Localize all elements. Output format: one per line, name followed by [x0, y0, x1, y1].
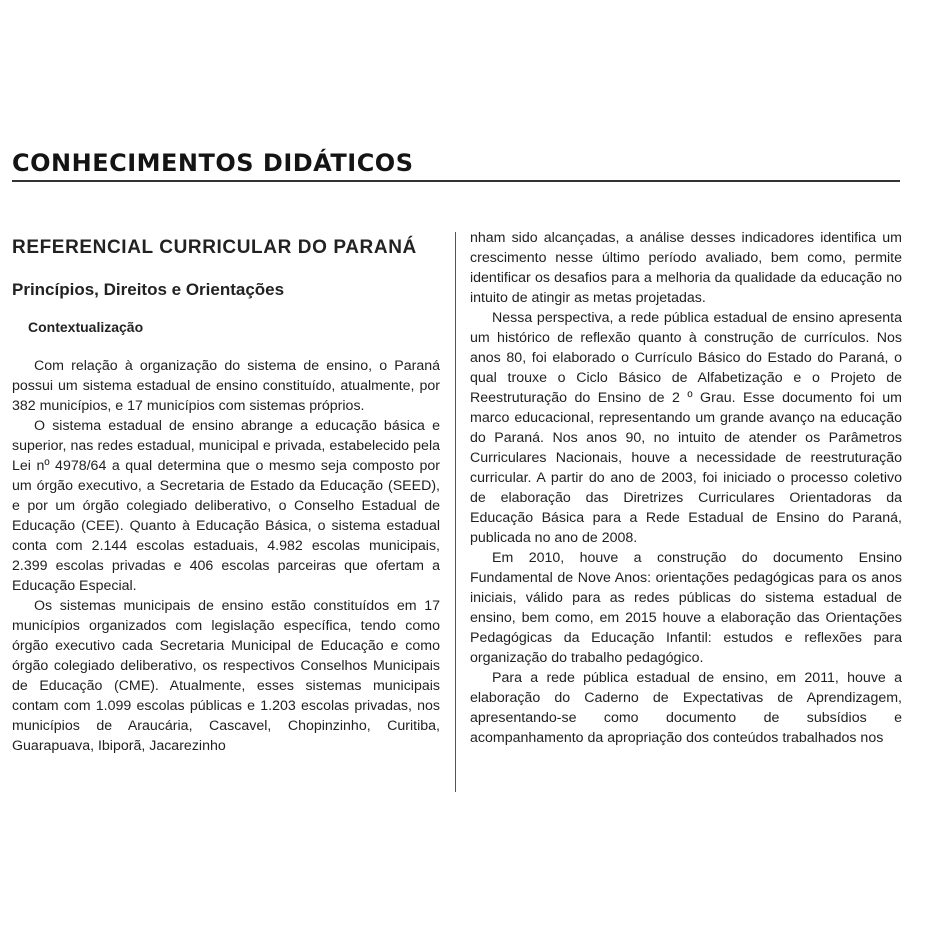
- section-subheading: Contextualização: [28, 319, 144, 335]
- paragraph: Para a rede pública estadual de ensino, em 2011, houve a elaboração do Caderno de Expectativas de Aprendizagem, apresentando-se como documento de subsídios e acompanhamento da apropriação dos conteúdos trabalhados nos: [470, 670, 902, 746]
- paragraph: Nessa perspectiva, a rede pública estadual de ensino apresenta um histórico de reflexão quanto à construção de currículos. Nos anos 80, foi elaborado o Currículo Básico do Estado do Paraná, o qual trouxe o Ciclo Básico de Alfabetização e o Projeto de Reestruturação do Ensino de 2 º Grau. Esse documento foi um marco educacional, representando um grande avanço na educação do Paraná. Nos anos 90, no intuito de atender os Parâmetros Curriculares Nacionais, houve a necessidade de reestruturação curricular. A partir do ano de 2003, foi iniciado o processo coletivo de elaboração das Diretrizes Curriculares Orientadoras da Educação Básica para a Rede Estadual de Ensino do Paraná, publicada no ano de 2008.: [470, 310, 902, 546]
- paragraph: Em 2010, houve a construção do documento Ensino Fundamental de Nove Anos: orientações pedagógicas para os anos iniciais, válido para as redes públicas do sistema estadual de ensino, bem como, em 2015 houve a elaboração das Orientações Pedagógicas da Educação Infantil: estudos e reflexões para organização do trabalho pedagógico.: [470, 550, 902, 666]
- subheading: Princípios, Direitos e Orientações: [12, 280, 285, 299]
- header-rule: [12, 180, 900, 182]
- document-heading: REFERENCIAL CURRICULAR DO PARANÁ: [12, 237, 417, 258]
- right-column: [470, 228, 902, 784]
- paragraph-continued: nham sido alcançadas, a análise desses indicadores identifica um crescimento nesse último período avaliado, bem como, permite identificar os desafios para a melhoria da qualidade da educação no intuito de atingir as metas projetadas.: [470, 230, 902, 306]
- section-header: [12, 148, 900, 178]
- paragraph: Com relação à organização do sistema de ensino, o Paraná possui um sistema estadual de ensino constituído, atualmente, por 382 municípios, e 17 municípios com sistemas próprios.: [12, 358, 440, 414]
- paragraph: O sistema estadual de ensino abrange a educação básica e superior, nas redes estadual, municipal e privada, estabelecido pela Lei nº 4978/64 a qual determina que o mesmo seja composto por um órgão executivo, a Secretaria de Estado da Educação (SEED), e por um órgão colegiado deliberativo, o Conselho Estadual de Educação (CEE). Quanto à Educação Básica, o sistema estadual conta com 2.144 escolas estaduais, 4.982 escolas municipais, 2.399 escolas privadas e 406 escolas parceiras que ofertam a Educação Especial.: [12, 418, 440, 594]
- paragraph: Os sistemas municipais de ensino estão constituídos em 17 municípios organizados com legislação específica, tendo como órgão executivo cada Secretaria Municipal de Educação e como órgão colegiado deliberativo, os respectivos Conselhos Municipais de Educação (CME). Atualmente, esses sistemas municipais contam com 1.099 escolas públicas e 1.203 escolas privadas, nos municípios de Araucária, Cascavel, Chopinzinho, Curitiba, Guarapuava, Ibiporã, Jacarezinho: [12, 598, 440, 754]
- section-title: CONHECIMENTOS DIDÁTICOS: [12, 149, 414, 177]
- column-divider: [455, 232, 456, 792]
- left-column: [12, 228, 440, 784]
